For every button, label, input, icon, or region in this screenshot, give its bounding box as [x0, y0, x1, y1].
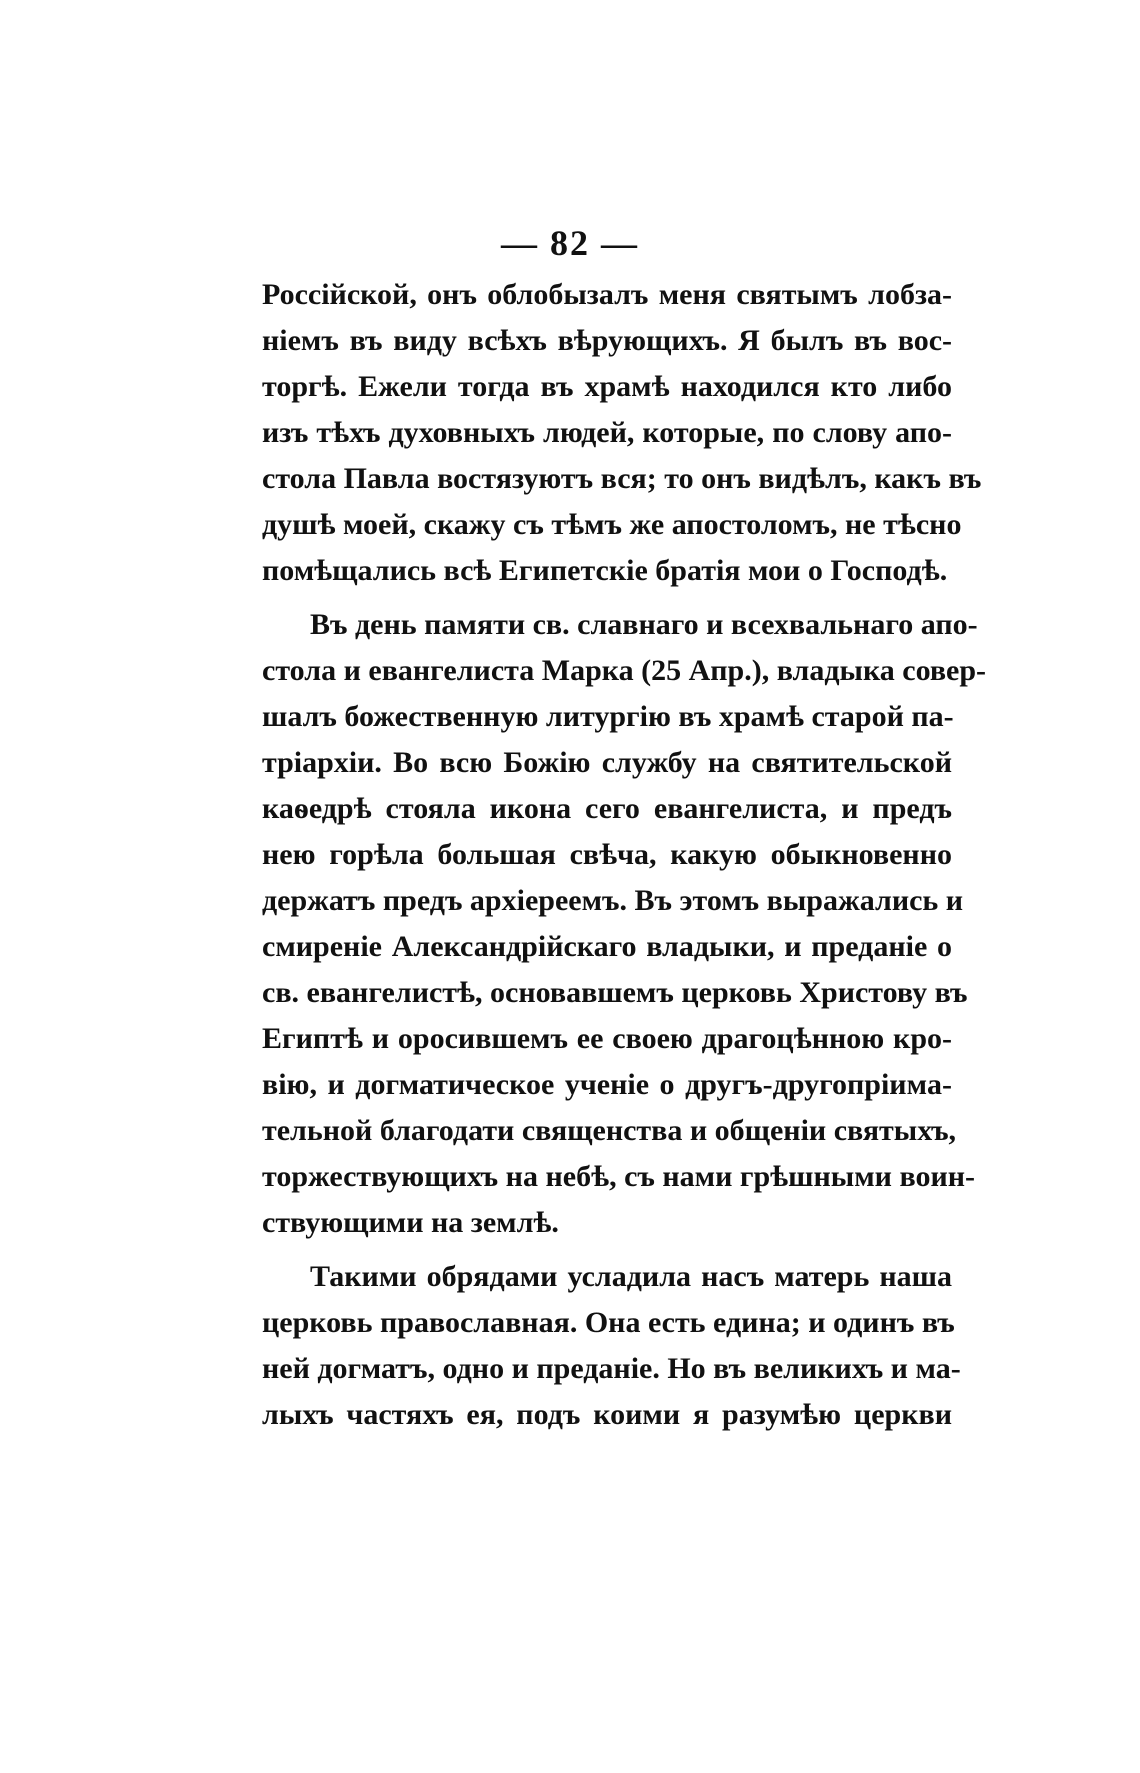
text-line: ней догматъ, одно и преданіе. Но въ великихъ и ма- [262, 1352, 961, 1385]
text-line: стола Павла востязуютъ вся; то онъ видѣлъ, какъ въ [262, 462, 982, 495]
text-line: ніемъ въ виду всѣхъ вѣрующихъ. Я былъ въ вос- [262, 324, 952, 357]
text-line: Такими обрядами усладила насъ матерь наша [310, 1260, 952, 1293]
body-text [262, 272, 987, 1438]
text-line: Египтѣ и оросившемъ ее своею драгоцѣнною кро- [262, 1022, 952, 1055]
text-line: тріархіи. Во всю Божію службу на святительской [262, 746, 952, 779]
text-line: тельной благодати священства и общеніи святыхъ, [262, 1114, 957, 1147]
text-line: помѣщались всѣ Египетскіе братія мои о Господѣ. [262, 554, 948, 587]
text-line: лыхъ частяхъ ея, подъ коими я разумѣю церкви [262, 1398, 952, 1431]
text-line: ствующими на землѣ. [262, 1206, 559, 1239]
text-line: душѣ моей, скажу съ тѣмъ же апостоломъ, не тѣсно [262, 508, 962, 541]
text-line: Въ день памяти св. славнаго и всехвальнаго апо- [310, 608, 978, 641]
text-line: св. евангелистѣ, основавшемъ церковь Христову въ [262, 976, 968, 1009]
text-line: стола и евангелиста Марка (25 Апр.), владыка совер- [262, 654, 987, 687]
text-line: торгѣ. Ежели тогда въ храмѣ находился кто либо [262, 370, 952, 403]
paragraph [262, 1254, 961, 1438]
text-line: держатъ предъ архіереемъ. Въ этомъ выражались и [262, 884, 964, 917]
text-line: шалъ божественную литургію въ храмѣ старой па- [262, 700, 954, 733]
text-line: вію, и догматическое ученіе о другъ-другопріимa- [262, 1068, 952, 1101]
text-line: смиреніе Александрійскаго владыки, и преданіе о [262, 930, 952, 963]
text-line: нею горѣла большая свѣча, какую обыкновенно [262, 838, 952, 871]
paragraph [262, 602, 987, 1246]
text-line: Россійской, онъ облобызалъ меня святымъ лобза- [262, 278, 952, 311]
text-line: изъ тѣхъ духовныхъ людей, которые, по слову апо- [262, 416, 952, 449]
text-line: каѳедрѣ стояла икона сего евангелиста, и предъ [262, 792, 952, 825]
paragraph [262, 272, 982, 594]
text-line: торжествующихъ на небѣ, съ нами грѣшными воин- [262, 1160, 975, 1193]
page-number: — 82 — [501, 223, 639, 263]
text-line: церковь православная. Она есть едина; и одинъ въ [262, 1306, 955, 1339]
